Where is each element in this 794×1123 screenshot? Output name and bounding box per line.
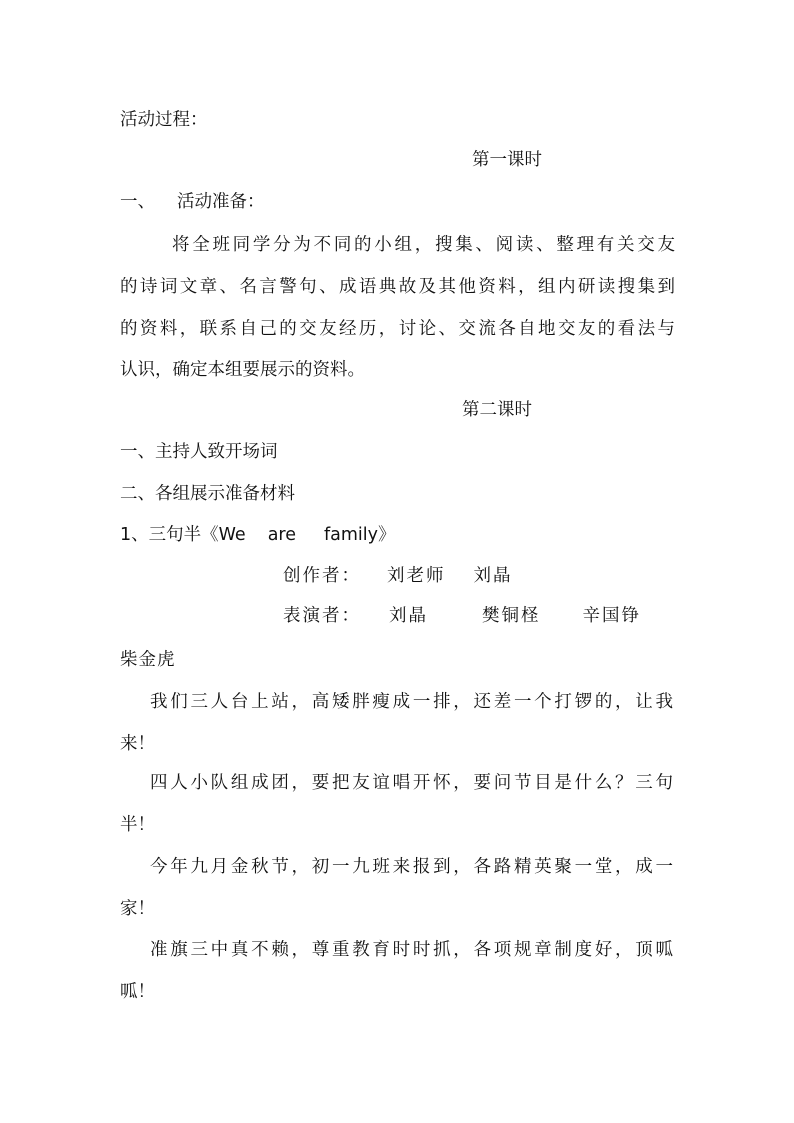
- lesson2-item-2: 二、各组展示准备材料: [120, 484, 295, 504]
- program-word-family: family: [324, 525, 379, 545]
- prep-line-2: 的诗词文章、名言警句、成语典故及其他资料，组内研读搜集到: [120, 277, 675, 297]
- performer-name-2: 樊铜柽: [482, 606, 541, 626]
- program-word-are: are: [267, 525, 296, 545]
- prep-line-1: 将全班同学分为不同的小组，搜集、阅读、整理有关交友: [172, 235, 675, 255]
- performers-label: 表演者：: [283, 606, 361, 626]
- lesson1-title: 第一课时: [472, 150, 542, 170]
- verse-3-tail: 家！: [120, 899, 155, 919]
- performers-line: [283, 604, 678, 628]
- verse-2-line: 四人小队组成团，要把友谊唱开怀，要问节目是什么？三句: [150, 773, 673, 793]
- prep-line-4: 认识，确定本组要展示的资料。: [120, 360, 365, 380]
- section1-heading: [120, 190, 680, 214]
- creators-line: [283, 564, 583, 588]
- section1-title: 活动准备：: [177, 192, 265, 212]
- prep-line-3: 的资料，联系自己的交友经历，讨论、交流各自地交友的看法与: [120, 319, 675, 339]
- performer-name-3: 辛国铮: [582, 606, 641, 626]
- verse-4-tail: 呱！: [120, 982, 155, 1002]
- program-suffix: 》: [378, 525, 396, 545]
- process-heading: 活动过程：: [120, 110, 208, 130]
- program-word-we: We: [218, 525, 246, 545]
- lesson2-title: 第二课时: [462, 400, 532, 420]
- verse-2-tail: 半！: [120, 815, 155, 835]
- creator-name-1: 刘老师: [387, 566, 446, 586]
- verse-1-line: 我们三人台上站，高矮胖瘦成一排，还差一个打锣的，让我: [150, 692, 673, 712]
- performer-name-4: 柴金虎: [120, 650, 176, 670]
- creator-name-2: 刘晶: [473, 566, 513, 586]
- lesson2-item-1: 一、主持人致开场词: [120, 442, 278, 462]
- verse-3-line: 今年九月金秋节，初一九班来报到，各路精英聚一堂，成一: [150, 857, 673, 877]
- performer-name-1: 刘晶: [389, 606, 428, 626]
- program-prefix: 1、三句半《: [120, 525, 219, 545]
- creators-label: 创作者：: [283, 566, 361, 586]
- verse-4-line: 准旗三中真不赖，尊重教育时时抓，各项规章制度好，顶呱: [150, 940, 673, 960]
- section1-number: 一、: [120, 192, 155, 212]
- verse-1-tail: 来！: [120, 734, 155, 754]
- program-title: [120, 523, 680, 547]
